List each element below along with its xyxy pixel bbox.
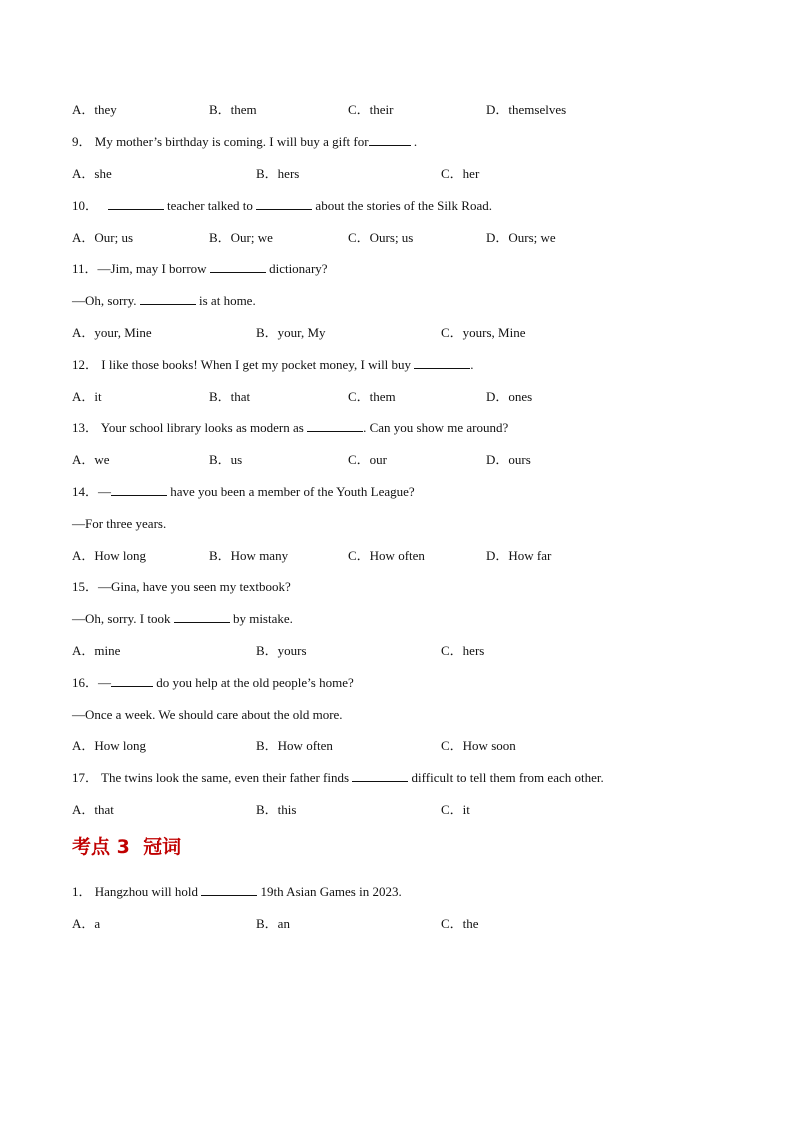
option-a[interactable]: A．that (72, 802, 114, 817)
q13-options (72, 452, 732, 468)
answer-blank[interactable] (369, 134, 411, 146)
option-c[interactable]: C．their (348, 102, 394, 117)
q17-options (72, 802, 732, 818)
option-b[interactable]: B．your, My (256, 325, 326, 340)
option-d[interactable]: D．How far (486, 548, 552, 563)
option-c[interactable]: C．How often (348, 548, 425, 563)
stem-text: —Jim, may I borrow (97, 261, 210, 276)
option-c[interactable]: C．yours, Mine (441, 325, 526, 340)
option-b[interactable]: B．them (209, 102, 257, 117)
option-b[interactable]: B．yours (256, 643, 307, 658)
stem-text: — (98, 675, 112, 690)
option-d[interactable]: D．themselves (486, 102, 567, 117)
answer-blank[interactable] (201, 884, 257, 896)
option-a[interactable]: A．mine (72, 643, 121, 658)
option-d[interactable]: D．ours (486, 452, 531, 467)
stem-text: about the stories of the Silk Road. (312, 198, 492, 213)
q10-options (72, 230, 732, 246)
option-c[interactable]: C．our (348, 452, 388, 467)
question-number: 16． (72, 675, 99, 690)
section-heading: 考点 3 冠词 (72, 836, 182, 858)
stem-text: difficult to tell them from each other. (408, 770, 604, 785)
q9-stem (72, 134, 417, 150)
q12-options (72, 389, 732, 405)
q15-stem (72, 579, 291, 595)
question-number: 14． (72, 484, 99, 499)
option-c[interactable]: C．How soon (441, 738, 516, 753)
option-a[interactable]: A．they (72, 102, 117, 117)
stem-text: Your school library looks as modern as (98, 420, 308, 435)
q16-stem (72, 675, 354, 691)
option-b[interactable]: B．this (256, 802, 297, 817)
stem-text: Hangzhou will hold (91, 884, 202, 899)
option-b[interactable]: B．hers (256, 166, 300, 181)
question-number: 10． (72, 198, 99, 213)
question-number: 11． (72, 261, 98, 276)
reply-text: —Oh, sorry. (72, 293, 140, 308)
reply-text: —Oh, sorry. I took (72, 611, 174, 626)
option-a[interactable]: A．How long (72, 548, 147, 563)
answer-blank[interactable] (352, 770, 408, 782)
option-b[interactable]: B．that (209, 389, 251, 404)
answer-blank[interactable] (108, 198, 164, 210)
q14-reply: —For three years. (72, 516, 167, 531)
option-b[interactable]: B．How often (256, 738, 333, 753)
option-c[interactable]: C．hers (441, 643, 485, 658)
q16-reply: —Once a week. We should care about the old more. (72, 707, 343, 722)
answer-blank[interactable] (174, 611, 230, 623)
q15-reply (72, 611, 293, 627)
option-d[interactable]: D．Ours; we (486, 230, 556, 245)
option-a[interactable]: A．your, Mine (72, 325, 152, 340)
answer-blank[interactable] (140, 293, 196, 305)
question-number: 13． (72, 420, 99, 435)
q11-reply (72, 293, 256, 309)
question-number: 15． (72, 579, 99, 594)
question-number: 17． (72, 770, 99, 785)
stem-text: —Gina, have you seen my textbook? (98, 579, 291, 594)
q11-stem (72, 261, 328, 277)
option-c[interactable]: C．it (441, 802, 470, 817)
q14-options (72, 548, 732, 564)
answer-blank[interactable] (256, 198, 312, 210)
option-c[interactable]: C．the (441, 916, 479, 931)
question-number: 9． (72, 134, 92, 149)
answer-blank[interactable] (307, 420, 363, 432)
option-c[interactable]: C．them (348, 389, 396, 404)
stem-text: teacher talked to (163, 198, 257, 213)
question-number: 1． (72, 884, 92, 899)
stem-text: dictionary? (265, 261, 328, 276)
stem-text: I like those books! When I get my pocket money, I will buy (98, 357, 415, 372)
answer-blank[interactable] (210, 261, 266, 273)
s3q1-stem (72, 884, 402, 900)
q12-stem (72, 357, 474, 373)
option-a[interactable]: A．How long (72, 738, 147, 753)
option-a[interactable]: A．a (72, 916, 101, 931)
option-a[interactable]: A．it (72, 389, 102, 404)
option-c[interactable]: C．Ours; us (348, 230, 414, 245)
s3q1-options (72, 916, 732, 932)
answer-blank[interactable] (111, 675, 153, 687)
option-b[interactable]: B．How many (209, 548, 289, 563)
option-a[interactable]: A．Our; us (72, 230, 134, 245)
q11-options (72, 325, 732, 341)
stem-text: . (470, 357, 474, 372)
stem-text: 19th Asian Games in 2023. (257, 884, 402, 899)
option-a[interactable]: A．we (72, 452, 110, 467)
stem-text: The twins look the same, even their father finds (98, 770, 353, 785)
q17-stem (72, 770, 604, 786)
q10-stem (72, 198, 492, 214)
option-a[interactable]: A．she (72, 166, 112, 181)
option-b[interactable]: B．Our; we (209, 230, 273, 245)
stem-text: do you help at the old people’s home? (153, 675, 354, 690)
stem-text: My mother’s birthday is coming. I will buy a gift for (91, 134, 369, 149)
question-number: 12． (72, 357, 99, 372)
q14-stem (72, 484, 415, 500)
q16-options (72, 738, 732, 754)
q9-options (72, 166, 732, 182)
answer-blank[interactable] (414, 357, 470, 369)
q15-options (72, 643, 732, 659)
answer-blank[interactable] (111, 484, 167, 496)
stem-text: — (98, 484, 112, 499)
stem-text: . Can you show me around? (363, 420, 509, 435)
q13-stem (72, 420, 508, 436)
option-c[interactable]: C．her (441, 166, 480, 181)
stem-text: have you been a member of the Youth League? (167, 484, 415, 499)
reply-text: is at home. (195, 293, 256, 308)
stem-text: . (410, 134, 418, 149)
option-d[interactable]: D．ones (486, 389, 533, 404)
option-b[interactable]: B．an (256, 916, 290, 931)
reply-text: by mistake. (229, 611, 293, 626)
q8-options (72, 102, 732, 118)
option-b[interactable]: B．us (209, 452, 243, 467)
